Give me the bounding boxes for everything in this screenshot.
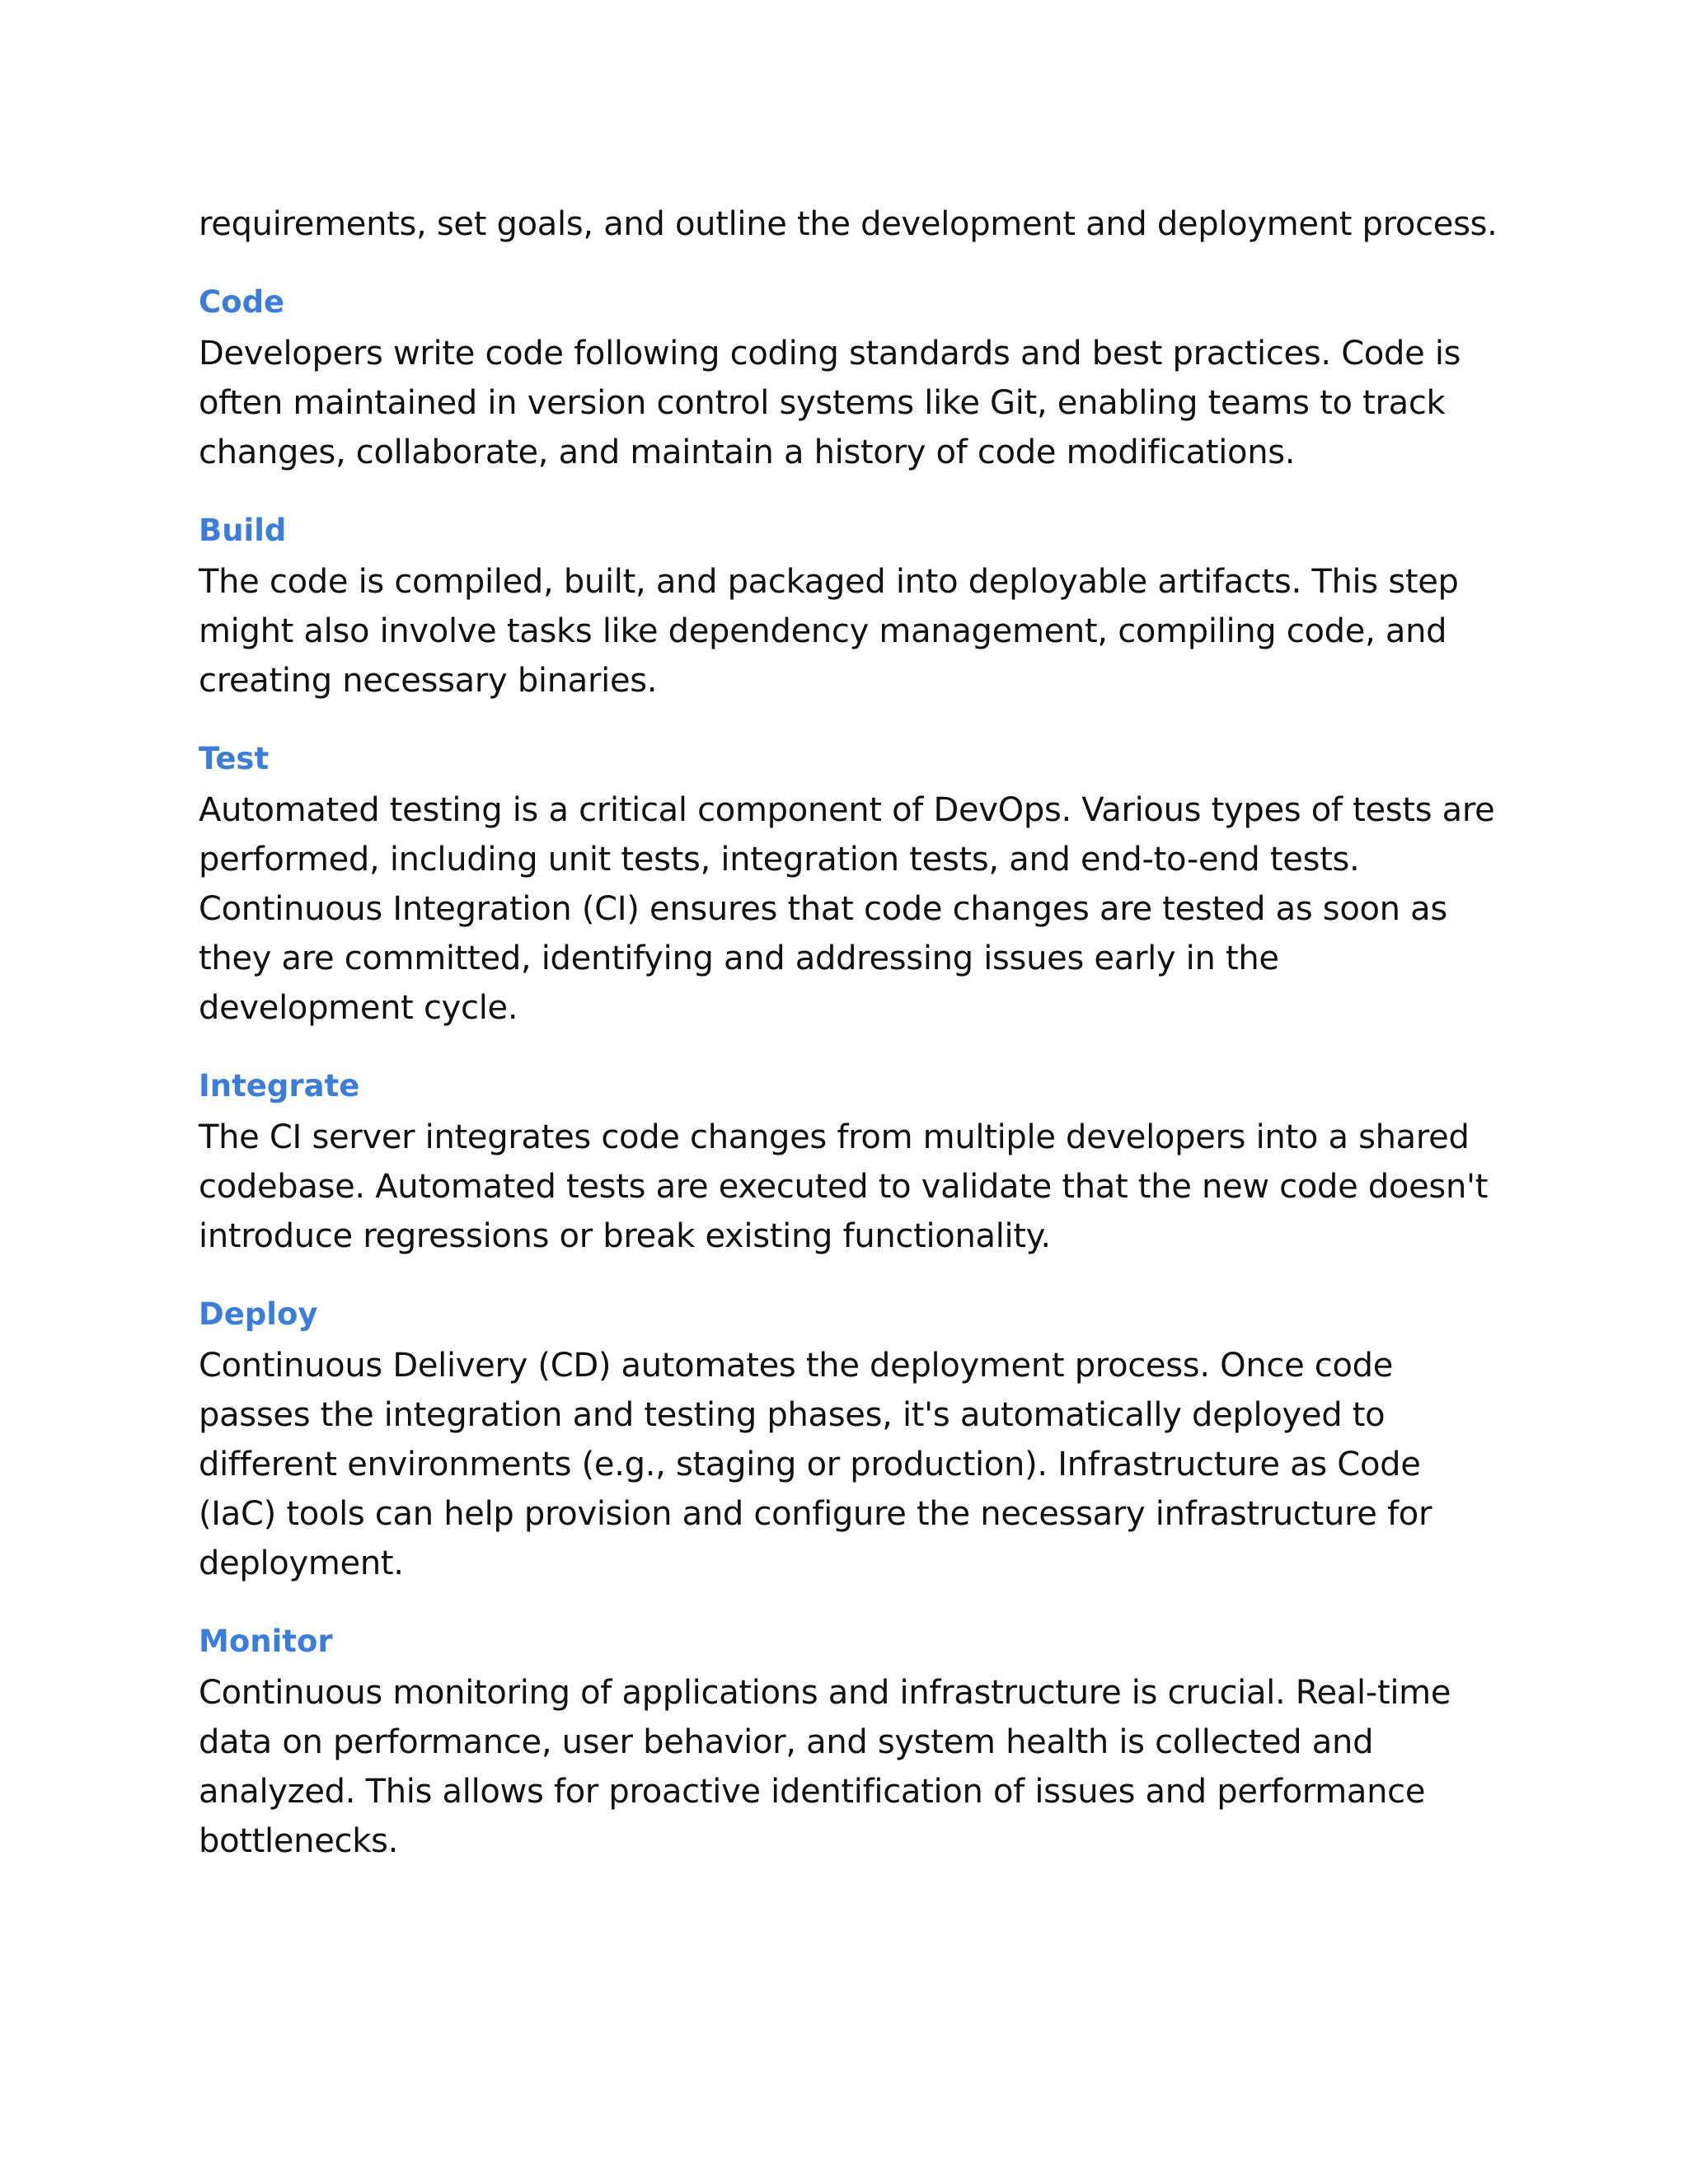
document-page bbox=[199, 199, 1501, 1866]
section-integrate bbox=[199, 1066, 1501, 1261]
section-test bbox=[199, 739, 1501, 1033]
section-heading: Code bbox=[199, 284, 285, 320]
section-paragraph: Continuous monitoring of applications and infrastructure is crucial. Real-time data on performance, user behavior, and system health is collected and analyzed. This allows for proactive identification of issues and performance bottlenecks. bbox=[199, 1674, 1451, 1860]
section-paragraph: The code is compiled, built, and packaged into deployable artifacts. This step might also involve tasks like dependency management, compiling code, and creating necessary binaries. bbox=[199, 563, 1459, 700]
section-paragraph: Continuous Delivery (CD) automates the deployment process. Once code passes the integration and testing phases, it's automatically deployed to different environments (e.g., staging or production). Infrastructure as Code (IaC) tools can help provision and configure the necessary infrastructure for deployment. bbox=[199, 1347, 1432, 1582]
section-heading: Deploy bbox=[199, 1296, 318, 1332]
section-paragraph: The CI server integrates code changes from multiple developers into a shared codebase. Automated tests are executed to validate that the new code doesn't introduce regressions or break existing functionality. bbox=[199, 1118, 1489, 1255]
section-build bbox=[199, 511, 1501, 705]
section-deploy bbox=[199, 1295, 1501, 1588]
section-heading: Integrate bbox=[199, 1068, 360, 1104]
section-heading: Build bbox=[199, 513, 287, 548]
section-heading: Test bbox=[199, 741, 270, 776]
section-paragraph: Automated testing is a critical component of DevOps. Various types of tests are performed, including unit tests, integration tests, and end-to-end tests. Continuous Integration (CI) ensures that code changes are tested as soon as they are committed, identifying and addressing issues early in the development cycle. bbox=[199, 791, 1495, 1027]
intro-paragraph: requirements, set goals, and outline the development and deployment process. bbox=[199, 205, 1498, 243]
section-monitor bbox=[199, 1622, 1501, 1866]
section-code bbox=[199, 283, 1501, 477]
section-paragraph: Developers write code following coding standards and best practices. Code is often maintained in version control systems like Git, enabling teams to track changes, collaborate, and maintain a history of code modifications. bbox=[199, 335, 1461, 471]
section-heading: Monitor bbox=[199, 1624, 333, 1659]
